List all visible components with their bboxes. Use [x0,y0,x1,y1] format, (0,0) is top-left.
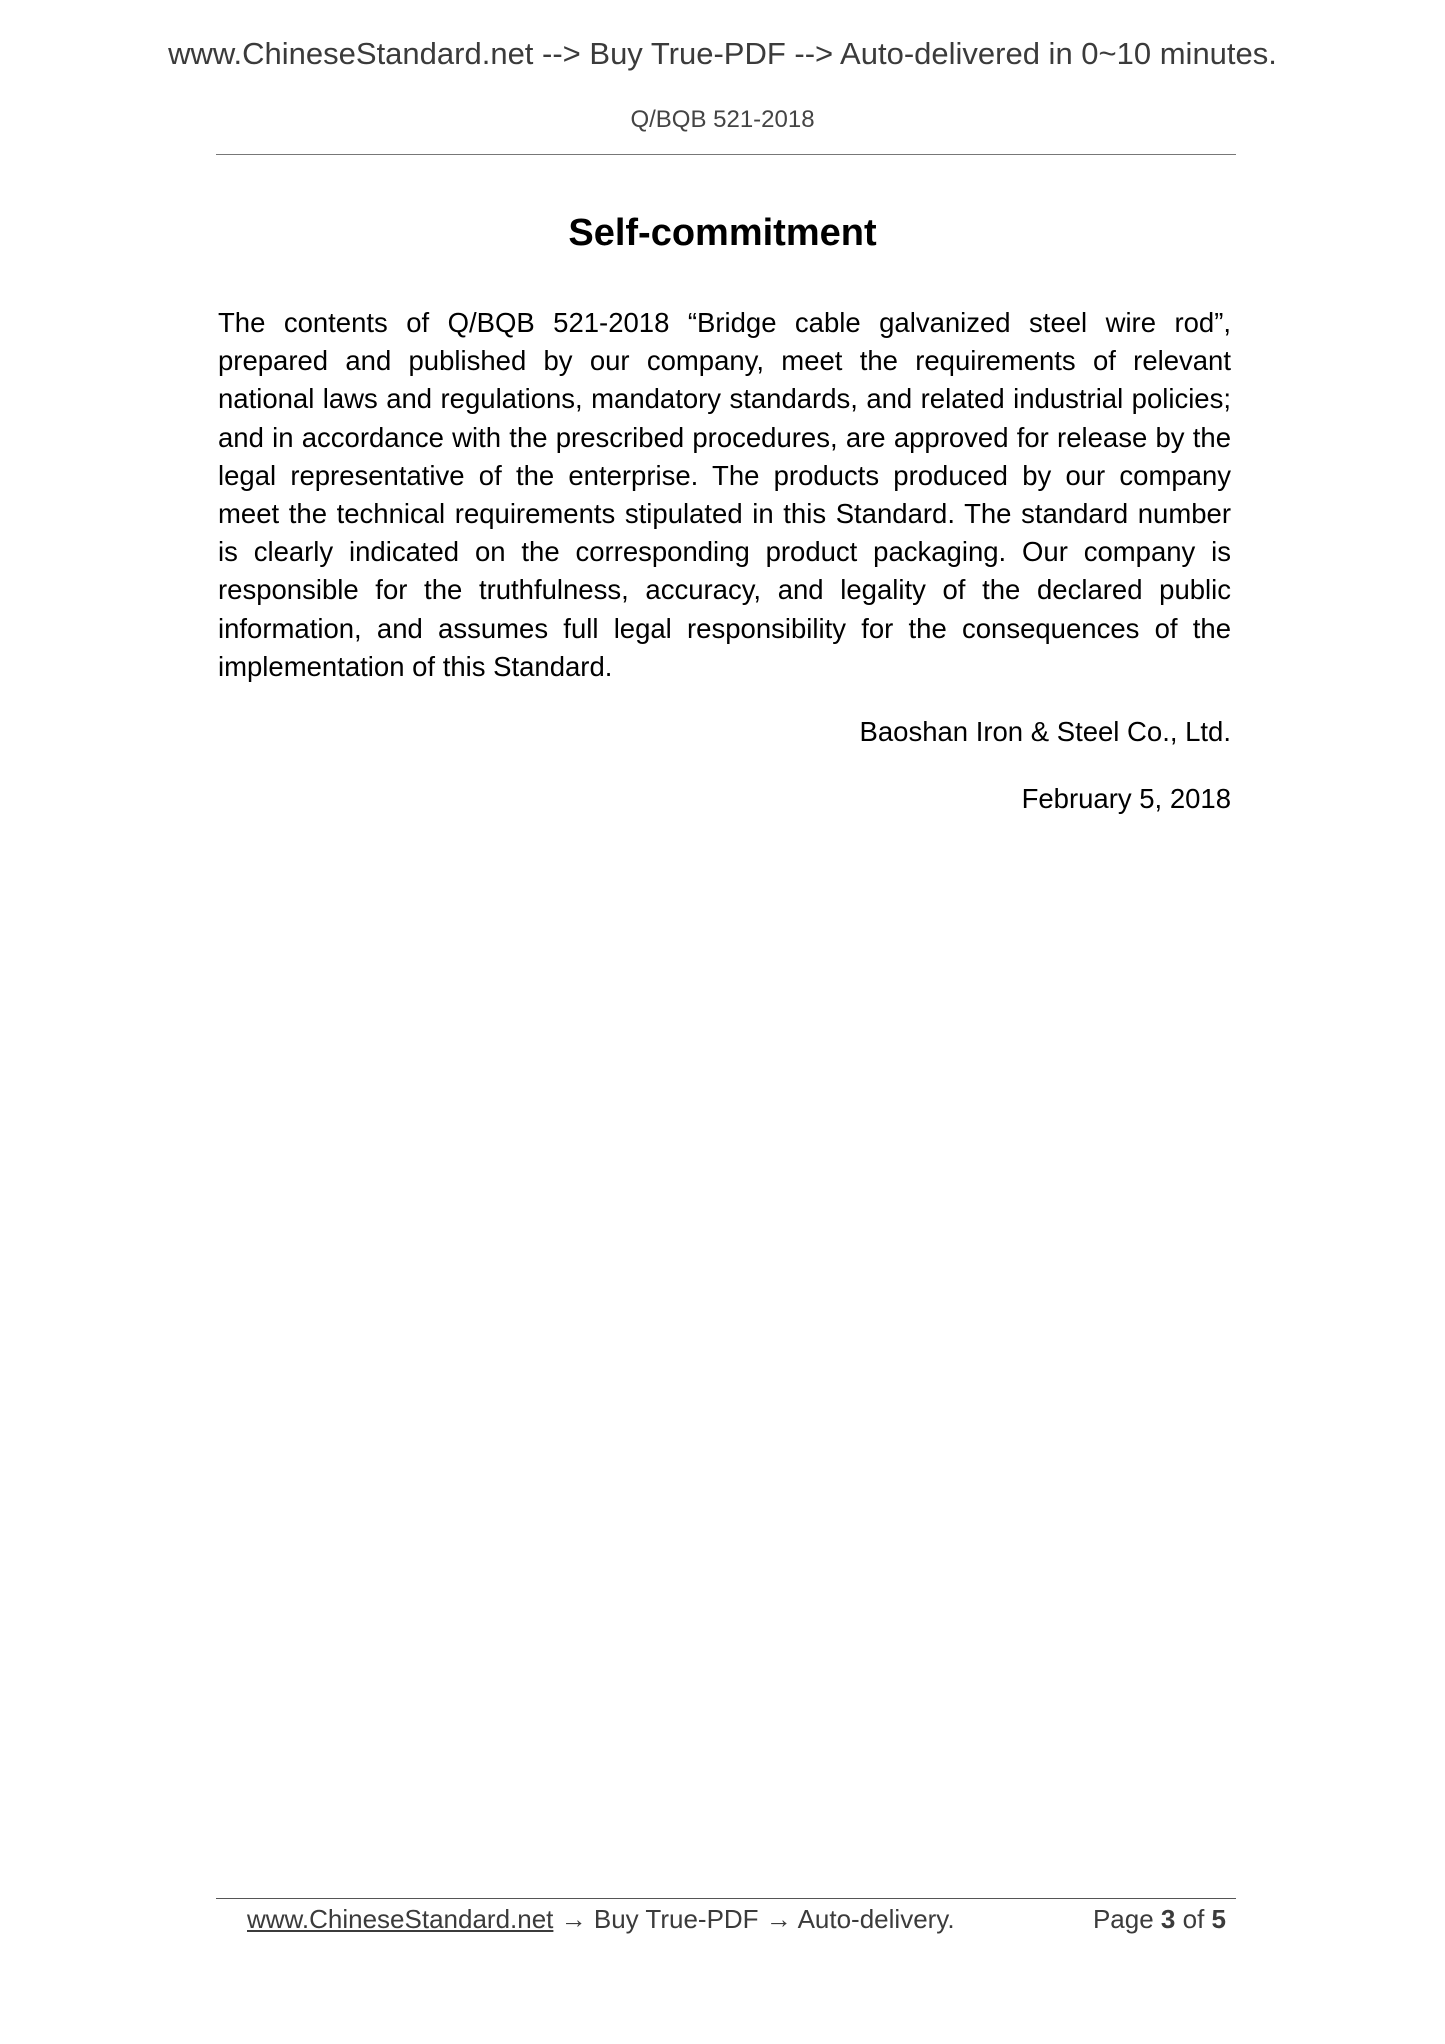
header-divider [216,154,1236,155]
signature-date: February 5, 2018 [1021,783,1231,814]
footer-tagline: → Buy True-PDF → Auto-delivery. [553,1904,955,1934]
page-label: Page [1092,1904,1154,1934]
standard-code: Q/BQB 521-2018 [630,106,815,133]
page-current: 3 [1160,1904,1176,1934]
top-banner: www.ChineseStandard.net --> Buy True-PDF --> Auto-delivered in 0~10 minutes. [168,36,1277,71]
page-indicator [1093,1904,1226,1935]
page-of-label: of [1182,1904,1205,1934]
footer-left [247,1904,955,1935]
document-title: Self-commitment [568,212,877,254]
footer-divider [216,1898,1236,1899]
company-signature: Baoshan Iron & Steel Co., Ltd. [859,716,1231,747]
page-total: 5 [1211,1904,1226,1934]
footer-website-link[interactable]: www.ChineseStandard.net [247,1904,554,1934]
commitment-paragraph: The contents of Q/BQB 521-2018 “Bridge cable galvanized steel wire rod”, prepared and published by our company, meet the requirements of relevant national laws and regulations, mandatory standards, and related industrial policies; and in accordance with the prescribed procedures, are approved for release by the legal representative of the enterprise. The products produced by our company meet the technical requirements stipulated in this Standard. The standard number is clearly indicated on the corresponding product packaging. Our company is responsible for the truthfulness, accuracy, and legality of the declared public information, and assumes full legal responsibility for the consequences of the implementation of this Standard. [218,307,1231,682]
